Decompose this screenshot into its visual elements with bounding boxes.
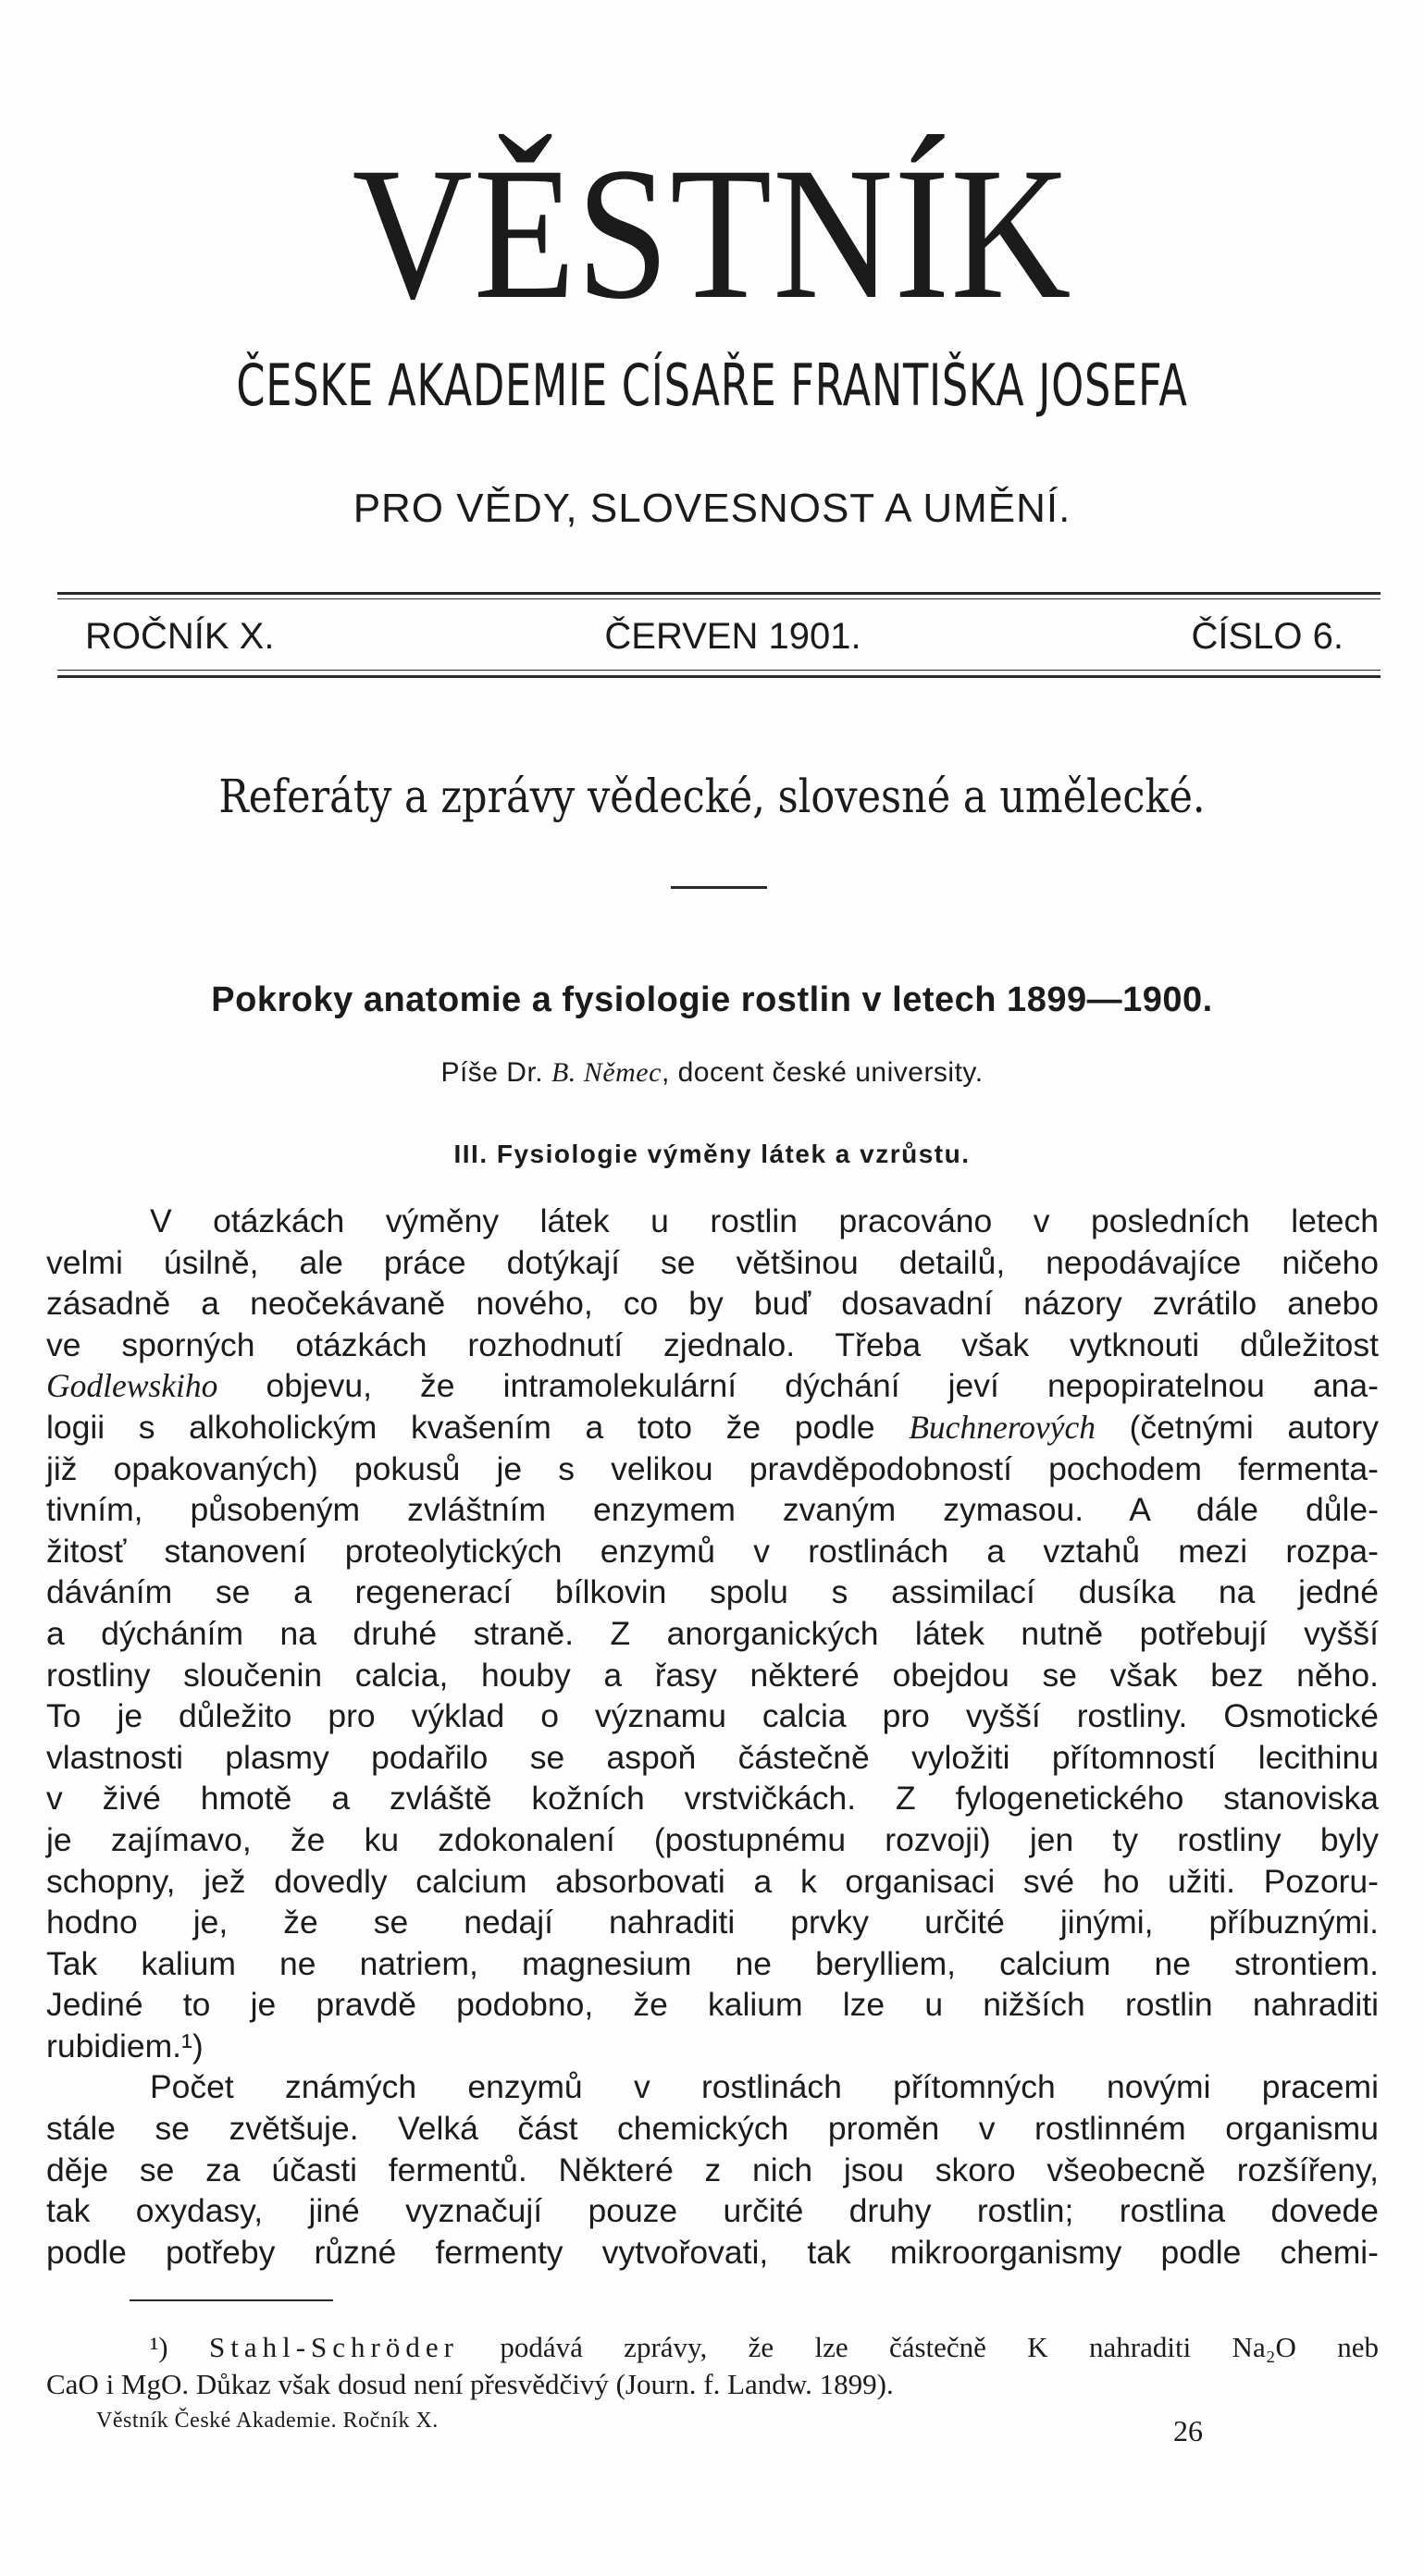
footnote-marker: ¹)	[150, 2331, 168, 2363]
text-line: dáváním se a regenerací bílkovin spolu s assimilací dusíka na jedné	[46, 1573, 1379, 1611]
paragraph-2	[46, 2066, 1379, 2273]
issue-info-row	[85, 610, 1344, 662]
byline	[0, 1057, 1424, 1089]
article-body	[46, 1201, 1379, 2273]
text-fragment: objevu, že intramolekulární dýchání jeví nepopiratelnou ana-	[266, 1367, 1379, 1405]
text-line: Počet známých enzymů v rostlinách přítomných novými pracemi	[150, 2068, 1379, 2106]
byline-prefix: Píše Dr.	[440, 1057, 544, 1088]
top-rule-thin	[57, 598, 1381, 599]
top-rule	[57, 592, 1381, 595]
italic-name-godlewski: Godlewskiho	[46, 1367, 218, 1405]
issue-date: ČERVEN 1901.	[604, 615, 861, 657]
text-line: a dýcháním na druhé straně. Z anorganických látek nutně potřebují vyšší	[46, 1614, 1379, 1652]
running-footer: Věstník České Akademie. Ročník X.	[96, 2409, 439, 2433]
text-line: zásadně a neočekávaně nového, co by buď dosavadní názory zvrátilo anebo	[46, 1285, 1379, 1323]
text-line: Jediné to je pravdě podobno, že kalium lze u nižších rostlin nahraditi	[46, 1986, 1379, 2024]
italic-name-buchner: Buchnerových	[909, 1408, 1096, 1446]
text-line: stále se zvětšuje. Velká část chemických proměn v rostlinném organismu	[46, 2110, 1379, 2148]
text-line: vlastnosti plasmy podařilo se aspoň částečně vyložiti přítomností lecithinu	[46, 1738, 1379, 1776]
text-line: v živé hmotě a zvláště kožních vrstvičkách. Z fylogenetického stanoviska	[46, 1780, 1379, 1818]
text-line: tivním, působeným zvláštním enzymem zvaným zymasou. A dále důle-	[46, 1491, 1379, 1529]
byline-author: B. Němec	[551, 1057, 662, 1088]
text-line: podle potřeby různé fermenty vytvořovati, tak mikroorganismy podle chemi-	[46, 2233, 1379, 2271]
paragraph-1	[46, 1201, 1379, 2066]
article-title: Pokroky anatomie a fysiologie rostlin v letech 1899—1900.	[211, 980, 1213, 1019]
text-fragment: logii s alkoholickým kvašením a toto že podle	[46, 1408, 875, 1446]
journal-title: VĚSTNÍK	[352, 129, 1072, 339]
section-title: Referáty a zprávy vědecké, slovesné a umělecké.	[218, 770, 1206, 823]
footnote	[46, 2329, 1379, 2403]
footnote-divider	[130, 2299, 333, 2301]
part-heading: III. Fysiologie výměny látek a vzrůstu.	[453, 1140, 971, 1168]
text-line: V otázkách výměny látek u rostlin pracováno v posledních letech	[150, 1202, 1379, 1239]
text-line: rostliny sloučenin calcia, houby a řasy některé obejdou se však bez něho.	[46, 1656, 1379, 1694]
section-divider	[671, 886, 767, 889]
byline-suffix: , docent české university.	[661, 1057, 984, 1088]
journal-tagline: PRO VĚDY, SLOVESNOST A UMĚNÍ.	[353, 486, 1071, 531]
text-fragment: (četnými autory	[1129, 1408, 1380, 1446]
text-line: je zajímavo, že ku zdokonalení (postupnému rozvoji) jen ty rostliny byly	[46, 1820, 1379, 1858]
text-line	[46, 1365, 1379, 1407]
text-line: hodno je, že se nedají nahraditi prvky určité jinými, příbuznými.	[46, 1904, 1379, 1941]
text-line: tak oxydasy, jiné vyznačují pouze určité druhy rostlin; rostlina dovede	[46, 2192, 1379, 2230]
text-line: rubidiem.¹)	[46, 2027, 204, 2064]
bottom-rule-thin	[57, 670, 1381, 671]
text-line: velmi úsilně, ale práce dotýkají se většinou detailů, nepodávajíce ničeho	[46, 1243, 1379, 1281]
text-line: To je důležito pro výklad o významu calcia pro vyšší rostliny. Osmotické	[46, 1697, 1379, 1735]
text-line	[46, 1407, 1379, 1448]
text-line: děje se za účasti fermentů. Některé z nich jsou skoro všeobecně rozšířeny,	[46, 2151, 1379, 2188]
text-line: ve sporných otázkách rozhodnutí zjednalo. Třeba však vytknouti důležitost	[46, 1325, 1379, 1363]
text-line: Tak kalium ne natriem, magnesium ne berylliem, calcium ne strontiem.	[46, 1944, 1379, 1982]
text-line: schopny, jež dovedly calcium absorbovati a k organisaci své ho užiti. Pozoru-	[46, 1862, 1379, 1900]
footnote-text: podává zprávy, že lze částečně K nahraditi Na₂O neb	[500, 2331, 1380, 2363]
issue-number: ČÍSLO 6.	[1191, 615, 1344, 657]
page-number: 26	[1173, 2414, 1203, 2447]
academy-name: ČESKE AKADEMIE CÍSAŘE FRANTIŠKA JOSEFA	[236, 351, 1188, 419]
volume-label: ROČNÍK X.	[85, 615, 275, 657]
footnote-line: CaO i MgO. Důkaz však dosud není přesvědčivý (Journ. f. Landw. 1899).	[46, 2368, 894, 2400]
bottom-rule	[57, 675, 1381, 678]
text-line: již opakovaných) pokusů je s velikou pravděpodobností pochodem fermenta-	[46, 1449, 1379, 1487]
text-line: žitosť stanovení proteolytických enzymů v rostlinách a vztahů mezi rozpa-	[46, 1532, 1379, 1570]
footnote-author: Stahl-Schröder	[208, 2331, 459, 2363]
footnote-line	[46, 2329, 1379, 2366]
